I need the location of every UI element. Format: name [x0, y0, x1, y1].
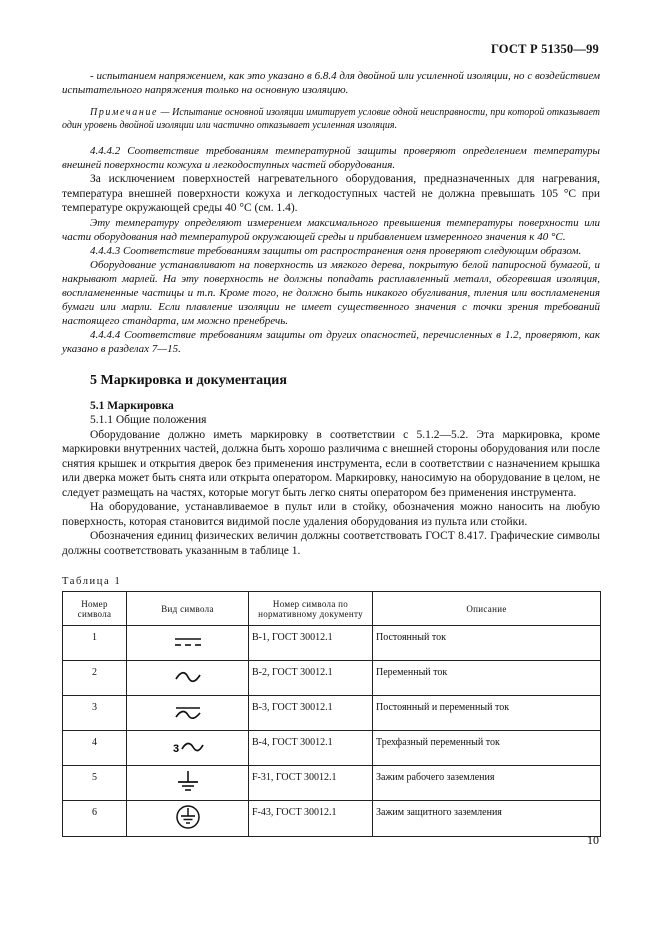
row-number: 1 [63, 626, 127, 661]
page-number: 10 [587, 833, 599, 847]
row-reference: F-43, ГОСТ 30012.1 [249, 801, 373, 837]
row-reference: В-1, ГОСТ 30012.1 [249, 626, 373, 661]
symbols-table [62, 591, 601, 837]
row-reference: F-31, ГОСТ 30012.1 [249, 766, 373, 801]
note-text: — Испытание основной изоляции имитирует условие одной неисправности, при которой отказывает один уровень двойной изоляции или частично отказывает усиленная изоляция. [62, 107, 600, 131]
paragraph-marking-general: Оборудование должно иметь маркировку в соответствии с 5.1.2—5.2. Эта маркировка, кроме маркировки внутренних частей, должна быть хорошо различима с внешней стороны оборудования или после снятия крышек и открытия дверок без применения инструмента, если в соответствии с назначением крышка или дверка может быть снята или открыта оператором. Маркировку, наносимую на оборудование в целом, не следует размещать на частях, которые могут быть легко сняты оператором без применения инструмента. [62, 428, 600, 499]
clause-4-4-4-4: 4.4.4.4 Соответствие требованиям защиты от других опасностей, перечисленных в 1.2, проверяют, как указано в разделах 7—15. [62, 328, 600, 355]
row-number: 6 [63, 801, 127, 837]
paragraph-surface-temperature: За исключением поверхностей нагревательного оборудования, предназначенных для нагревания, температура внешней поверхности кожуха и легкодоступных частей не должна превышать 105 °С при температуре окружающей среды 40 °С (см. 1.4). [62, 173, 600, 214]
clause-4-4-4-2: 4.4.4.2 Соответствие требованиям температурной защиты проверяют определением температуры внешней поверхности кожуха и легкодоступных частей оборудования. [62, 145, 600, 171]
table-row [63, 801, 601, 837]
table-header-row [63, 592, 601, 626]
note-label: Примечание [90, 107, 159, 118]
ac-symbol-icon [127, 661, 249, 696]
paragraph-marking-units: Обозначения единиц физических величин должны соответствовать ГОСТ 8.417. Графические символы должны соответствовать указанным в таблице 1. [62, 530, 600, 557]
table-caption: Таблица 1 [62, 576, 122, 587]
row-reference: В-2, ГОСТ 30012.1 [249, 661, 373, 696]
table-row [63, 661, 601, 696]
row-number: 3 [63, 696, 127, 731]
row-description: Зажим рабочего заземления [373, 766, 601, 801]
header-normative-number: Номер символа по нормативному документу [249, 592, 373, 626]
row-description: Трехфазный переменный ток [373, 731, 601, 766]
header-symbol-type: Вид символа [127, 592, 249, 626]
table-row [63, 731, 601, 766]
section-5-heading: 5 Маркировка и документация [90, 372, 287, 388]
table-row [63, 626, 601, 661]
ac-dc-symbol-icon [127, 696, 249, 731]
row-description: Постоянный и переменный ток [373, 696, 601, 731]
row-reference: В-3, ГОСТ 30012.1 [249, 696, 373, 731]
paragraph-marking-racks: На оборудование, устанавливаемое в пульт или в стойку, обозначения можно наносить на любую поверхность, которая становится видимой после удаления оборудования из пульта или стойки. [62, 501, 600, 528]
table-row [63, 696, 601, 731]
table-row [63, 766, 601, 801]
earth-symbol-icon [127, 766, 249, 801]
three-phase-symbol-icon [127, 731, 249, 766]
row-description: Постоянный ток [373, 626, 601, 661]
header-symbol-number: Номер символа [63, 592, 127, 626]
document-header: ГОСТ Р 51350—99 [490, 42, 599, 56]
dc-symbol-icon [127, 626, 249, 661]
paragraph-test-voltage: - испытанием напряжением, как это указано в 6.8.4 для двойной или усиленной изоляции, но с воздействием испытательного напряжения только на основную изоляцию. [62, 70, 600, 96]
page-content [62, 69, 600, 837]
subsection-5-1-heading: 5.1 Маркировка [90, 399, 174, 412]
paragraph-temperature-measurement: Эту температуру определяют измерением максимального превышения температуры поверхности или части оборудования над температурой окружающей среды и прибавлением измеренного значения к 40 °С. [62, 216, 600, 243]
row-number: 4 [63, 731, 127, 766]
subsection-5-1-1-heading: 5.1.1 Общие положения [90, 414, 207, 426]
row-description: Зажим защитного заземления [373, 801, 601, 837]
header-description: Описание [373, 592, 601, 626]
paragraph-fire-test: Оборудование устанавливают на поверхность из мягкого дерева, покрытую белой папиросной бумагой, и накрывают марлей. На эту поверхность не должны попадать расплавленный металл, обгоревшая изоляция, воспламененные частицы и т.п. Кроме того, не должно быть никакого обугливания, тления или воспламенения бумаги или марли. Если плавление изоляции не имеет существенного значения с точки зрения требований настоящего стандарта, им можно пренебречь. [62, 258, 600, 327]
row-number: 5 [63, 766, 127, 801]
row-description: Переменный ток [373, 661, 601, 696]
protective-earth-symbol-icon [127, 801, 249, 837]
note [62, 106, 600, 132]
three-phase-digit: 3 [172, 742, 179, 755]
row-reference: В-4, ГОСТ 30012.1 [249, 731, 373, 766]
row-number: 2 [63, 661, 127, 696]
clause-4-4-4-3: 4.4.4.3 Соответствие требованиям защиты от распространения огня проверяют следующим образом. [90, 244, 582, 257]
